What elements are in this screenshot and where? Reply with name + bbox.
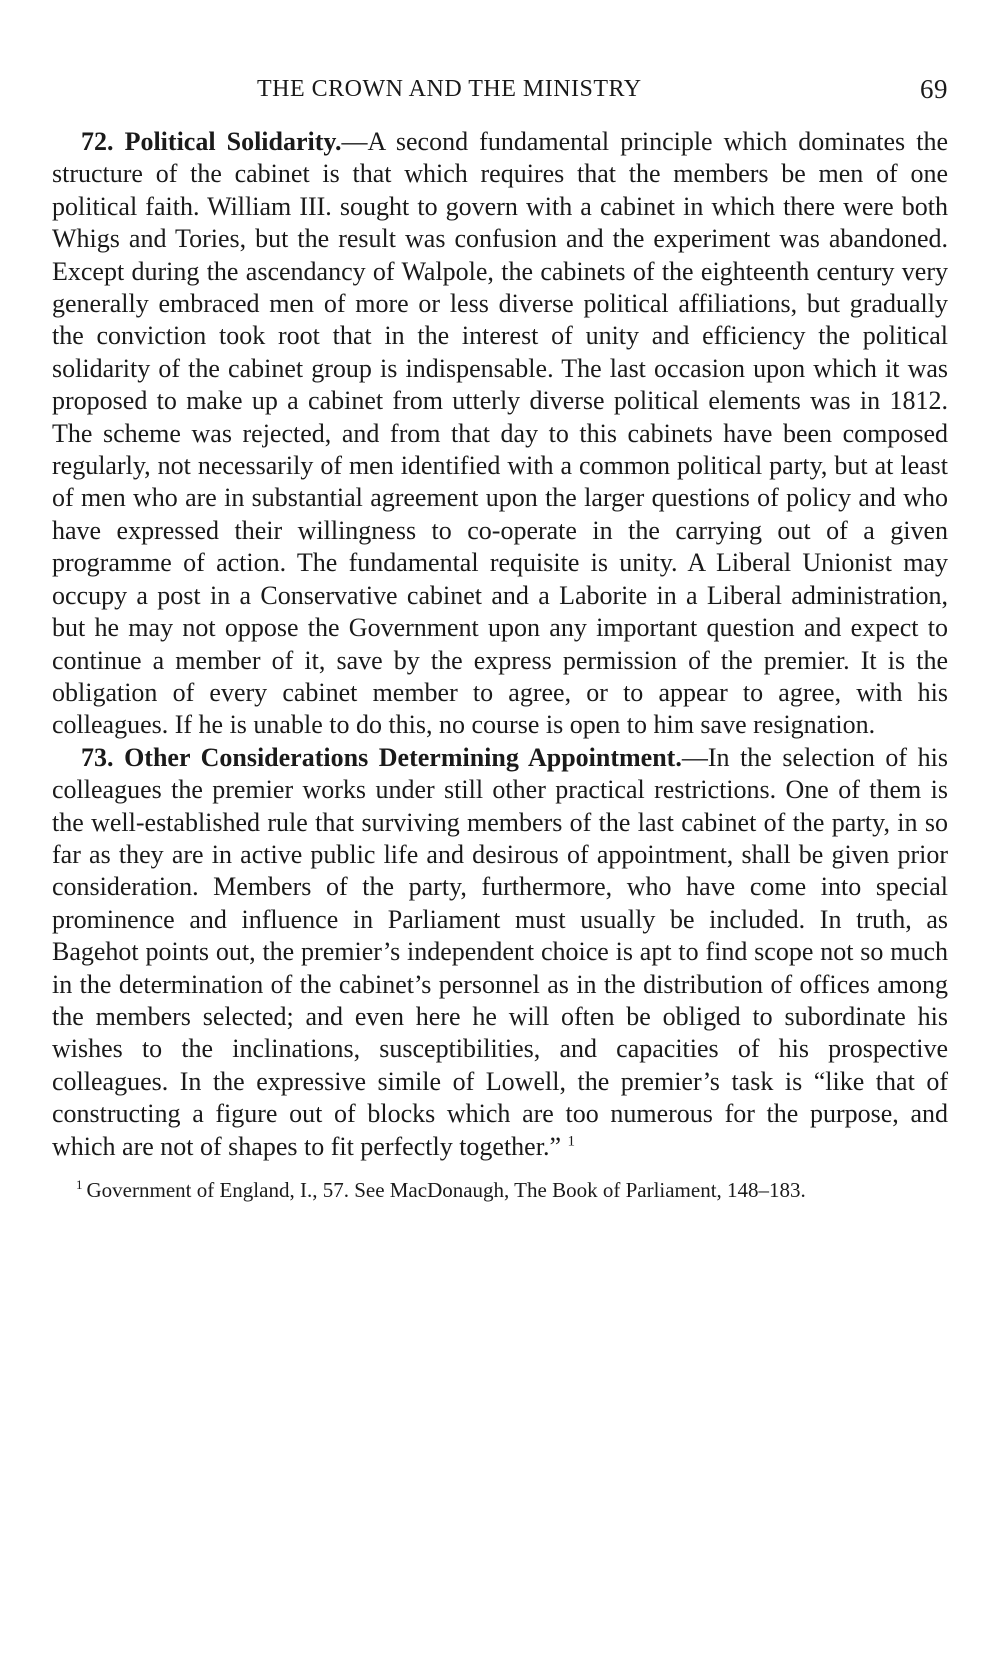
section-body: —In the selection of his colleagues the premier works under still other practical restrictions. One of them is the well-established rule that surviving members of the last cabinet of the party, in so far as they are in active public life and desirous of appointment, shall be given prior consideration. Members of the party, furthermore, who have come into special prominence and influence in Parliament must usually be included. In truth, as Bagehot points out, the premier’s independent choice is apt to find scope not so much in the determination of the cabinet’s personnel as in the distribution of offices among the members selected; and even here he will often be obliged to subordinate his wishes to the inclinations, susceptibilities, and capacities of his prospective colleagues. In the expressive simile of Lowell, the premier’s task is “like that of constructing a figure out of blocks which are too numerous for the purpose, and which are not of shapes to fit perfectly together.”: [52, 742, 948, 1161]
footnote-mark: 1: [76, 1177, 83, 1192]
section-title: Political Solidarity.: [124, 127, 342, 156]
footnote-paragraph: [52, 1175, 948, 1205]
section-body: —A second fundamental principle which dominates the structure of the cabinet is that which requires that the members be men of one political faith. William III. sought to govern with a cabinet in which there were both Whigs and Tories, but the result was confusion and the experiment was abandoned. Except during the ascendancy of Walpole, the cabinets of the eighteenth century very generally embraced men of more or less diverse political affiliations, but gradually the conviction took root that in the interest of unity and efficiency the political solidarity of the cabinet group is indispensable. The last occasion upon which it was proposed to make up a cabinet from utterly diverse political elements was in 1812. The scheme was rejected, and from that day to this cabinets have been composed regularly, not necessarily of men identified with a common political party, but at least of men who are in substantial agreement upon the larger questions of policy and who have expressed their willingness to co-operate in the carrying out of a given programme of action. The fundamental requisite is unity. A Liberal Unionist may occupy a post in a Conservative cabinet and a Laborite in a Liberal administration, but he may not oppose the Government upon any important question and expect to continue a member of it, save by the express permission of the premier. It is the obligation of every cabinet member to agree, or to appear to agree, with his colleagues. If he is unable to do this, no course is open to him save resignation.: [52, 127, 948, 740]
section-number: 73.: [81, 742, 114, 772]
footnote-reference: 1: [567, 1132, 575, 1149]
section-number: 72.: [81, 127, 114, 156]
section-title: Other Considerations Determining Appointment.: [124, 742, 682, 772]
page-number: 69: [920, 74, 948, 104]
section-paragraph: [52, 742, 948, 1163]
book-page: [52, 70, 948, 1205]
running-title: THE CROWN AND THE MINISTRY: [257, 76, 642, 102]
running-header: [52, 70, 948, 110]
footnote-text: Government of England, I., 57. See MacDonaugh, The Book of Parliament, 148–183.: [86, 1178, 806, 1202]
body-text: [52, 126, 948, 1163]
section-paragraph: [52, 126, 948, 742]
footnote: [52, 1175, 948, 1205]
